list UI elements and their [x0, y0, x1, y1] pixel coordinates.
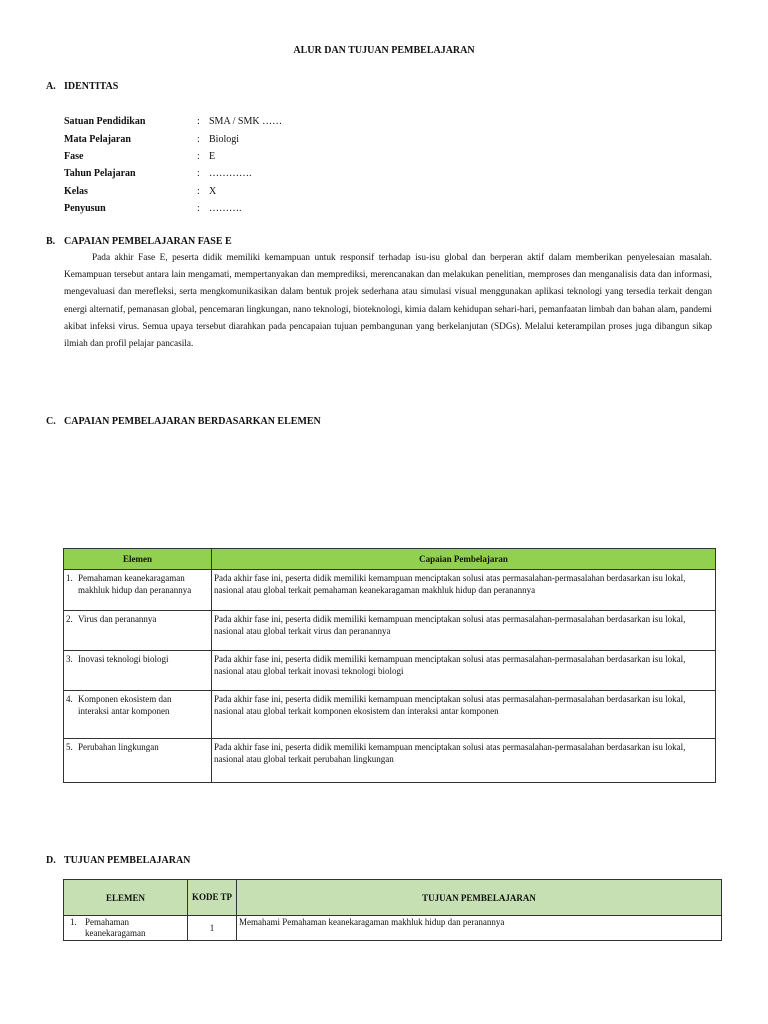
identity-row: [64, 130, 282, 147]
identity-row: [64, 183, 282, 200]
cp-element-cell: 2. Virus dan peranannya: [64, 611, 212, 651]
identity-colon: :: [197, 150, 200, 162]
tp-table-header: [64, 880, 722, 916]
identity-label: Penyusun: [64, 203, 106, 215]
table-row: [64, 611, 716, 651]
identity-label: Fase: [64, 150, 84, 162]
table-row: [64, 916, 722, 941]
identity-row: [64, 113, 282, 130]
section-d-heading: D. TUJUAN PEMBELAJARAN: [46, 855, 191, 866]
cp-description-cell: Pada akhir fase ini, peserta didik memiliki kemampuan menciptakan solusi atas permasalahan-permasalahan berdasarkan isu lokal, nasional atau global terkait virus dan peranannya: [212, 611, 716, 651]
cp-table: [63, 548, 716, 783]
identity-row: [64, 148, 282, 165]
table-row: [64, 739, 716, 783]
identity-colon: :: [197, 185, 200, 197]
table-row: [64, 651, 716, 691]
tp-goal-cell: Memahami Pemahaman keanekaragaman makhluk hidup dan peranannya: [237, 916, 722, 941]
table-row: [64, 570, 716, 611]
identity-colon: :: [197, 133, 200, 145]
section-c-heading: C. CAPAIAN PEMBELAJARAN BERDASARKAN ELEMEN: [46, 416, 321, 427]
identity-row: [64, 165, 282, 182]
cp-description-cell: Pada akhir fase ini, peserta didik memiliki kemampuan menciptakan solusi atas permasalahan-permasalahan berdasarkan isu lokal, nasional atau global terkait perubahan lingkungan: [212, 739, 716, 783]
identity-label: Kelas: [64, 185, 88, 197]
identity-value: E: [209, 150, 216, 162]
identity-label: Mata Pelajaran: [64, 133, 131, 145]
identity-colon: :: [197, 203, 200, 215]
identity-value: ……….: [209, 203, 242, 215]
cp-paragraph: Pada akhir Fase E, peserta didik memiliki kemampuan untuk responsif terhadap isu-isu global dan berperan aktif dalam memberikan penyelesaian masalah. Kemampuan tersebut antara lain mengamati, mempertanyakan dan memprediksi, merencanakan dan melakukan penelitian, memproses dan menganalisis data dan informasi, mengevaluasi dan merefleksi, serta mengkomunikasikan dalam bentuk projek sederhana atau simulasi visual menggunakan aplikasi teknologi yang tersedia terkait dengan energi alternatif, pemanasan global, pencemaran lingkungan, nano teknologi, bioteknologi, kimia dalam kehidupan sehari-hari, pemanfaatan limbah dan bahan alam, pandemi akibat infeksi virus. Semua upaya tersebut diarahkan pada pencapaian tujuan pembangunan yang berkelanjutan (SDGs). Melalui keterampilan proses juga dibangun sikap ilmiah dan profil pelajar pancasila.: [64, 253, 712, 350]
cp-element-cell: 4. Komponen ekosistem dan interaksi antar komponen: [64, 691, 212, 739]
identity-label: Satuan Pendidikan: [64, 116, 146, 128]
cp-element-cell: 1. Pemahaman keanekaragaman makhluk hidup dan peranannya: [64, 570, 212, 611]
cp-header-capaian: Capaian Pembelajaran: [212, 549, 716, 570]
table-row: [64, 691, 716, 739]
cp-description-cell: Pada akhir fase ini, peserta didik memiliki kemampuan menciptakan solusi atas permasalahan-permasalahan berdasarkan isu lokal, nasional atau global terkait komponen ekosistem dan interaksi antar komponen: [212, 691, 716, 739]
tp-header-elemen: ELEMEN: [64, 880, 188, 916]
identity-colon: :: [197, 116, 200, 128]
cp-description-cell: Pada akhir fase ini, peserta didik memiliki kemampuan menciptakan solusi atas permasalahan-permasalahan berdasarkan isu lokal, nasional atau global terkait pemahaman keanekaragaman makhluk hidup dan peranannya: [212, 570, 716, 611]
tp-code-cell: 1: [188, 916, 237, 941]
section-a-heading: A. IDENTITAS: [46, 81, 119, 92]
identity-colon: :: [197, 168, 200, 180]
identity-label: Tahun Pelajaran: [64, 168, 136, 180]
tp-element-cell: 1. Pemahaman keanekaragaman: [64, 916, 188, 941]
cp-description-cell: Pada akhir fase ini, peserta didik memiliki kemampuan menciptakan solusi atas permasalahan-permasalahan berdasarkan isu lokal, nasional atau global terkait inovasi teknologi biologi: [212, 651, 716, 691]
identity-row: [64, 200, 282, 217]
cp-element-cell: 3. Inovasi teknologi biologi: [64, 651, 212, 691]
tp-header-kode: KODE TP: [188, 880, 237, 916]
cp-table-header: [64, 549, 716, 570]
identity-value: Biologi: [209, 133, 240, 145]
tp-table: [63, 879, 722, 941]
cp-element-cell: 5. Perubahan lingkungan: [64, 739, 212, 783]
identity-table: [64, 113, 282, 217]
cp-header-elemen: Elemen: [64, 549, 212, 570]
identity-value: SMA / SMK ……: [209, 116, 283, 128]
section-b-heading: B. CAPAIAN PEMBELAJARAN FASE E: [46, 236, 232, 247]
identity-value: ………….: [209, 168, 252, 180]
page-title: ALUR DAN TUJUAN PEMBELAJARAN: [293, 45, 475, 56]
tp-header-tujuan: TUJUAN PEMBELAJARAN: [237, 880, 722, 916]
identity-value: X: [209, 185, 217, 197]
